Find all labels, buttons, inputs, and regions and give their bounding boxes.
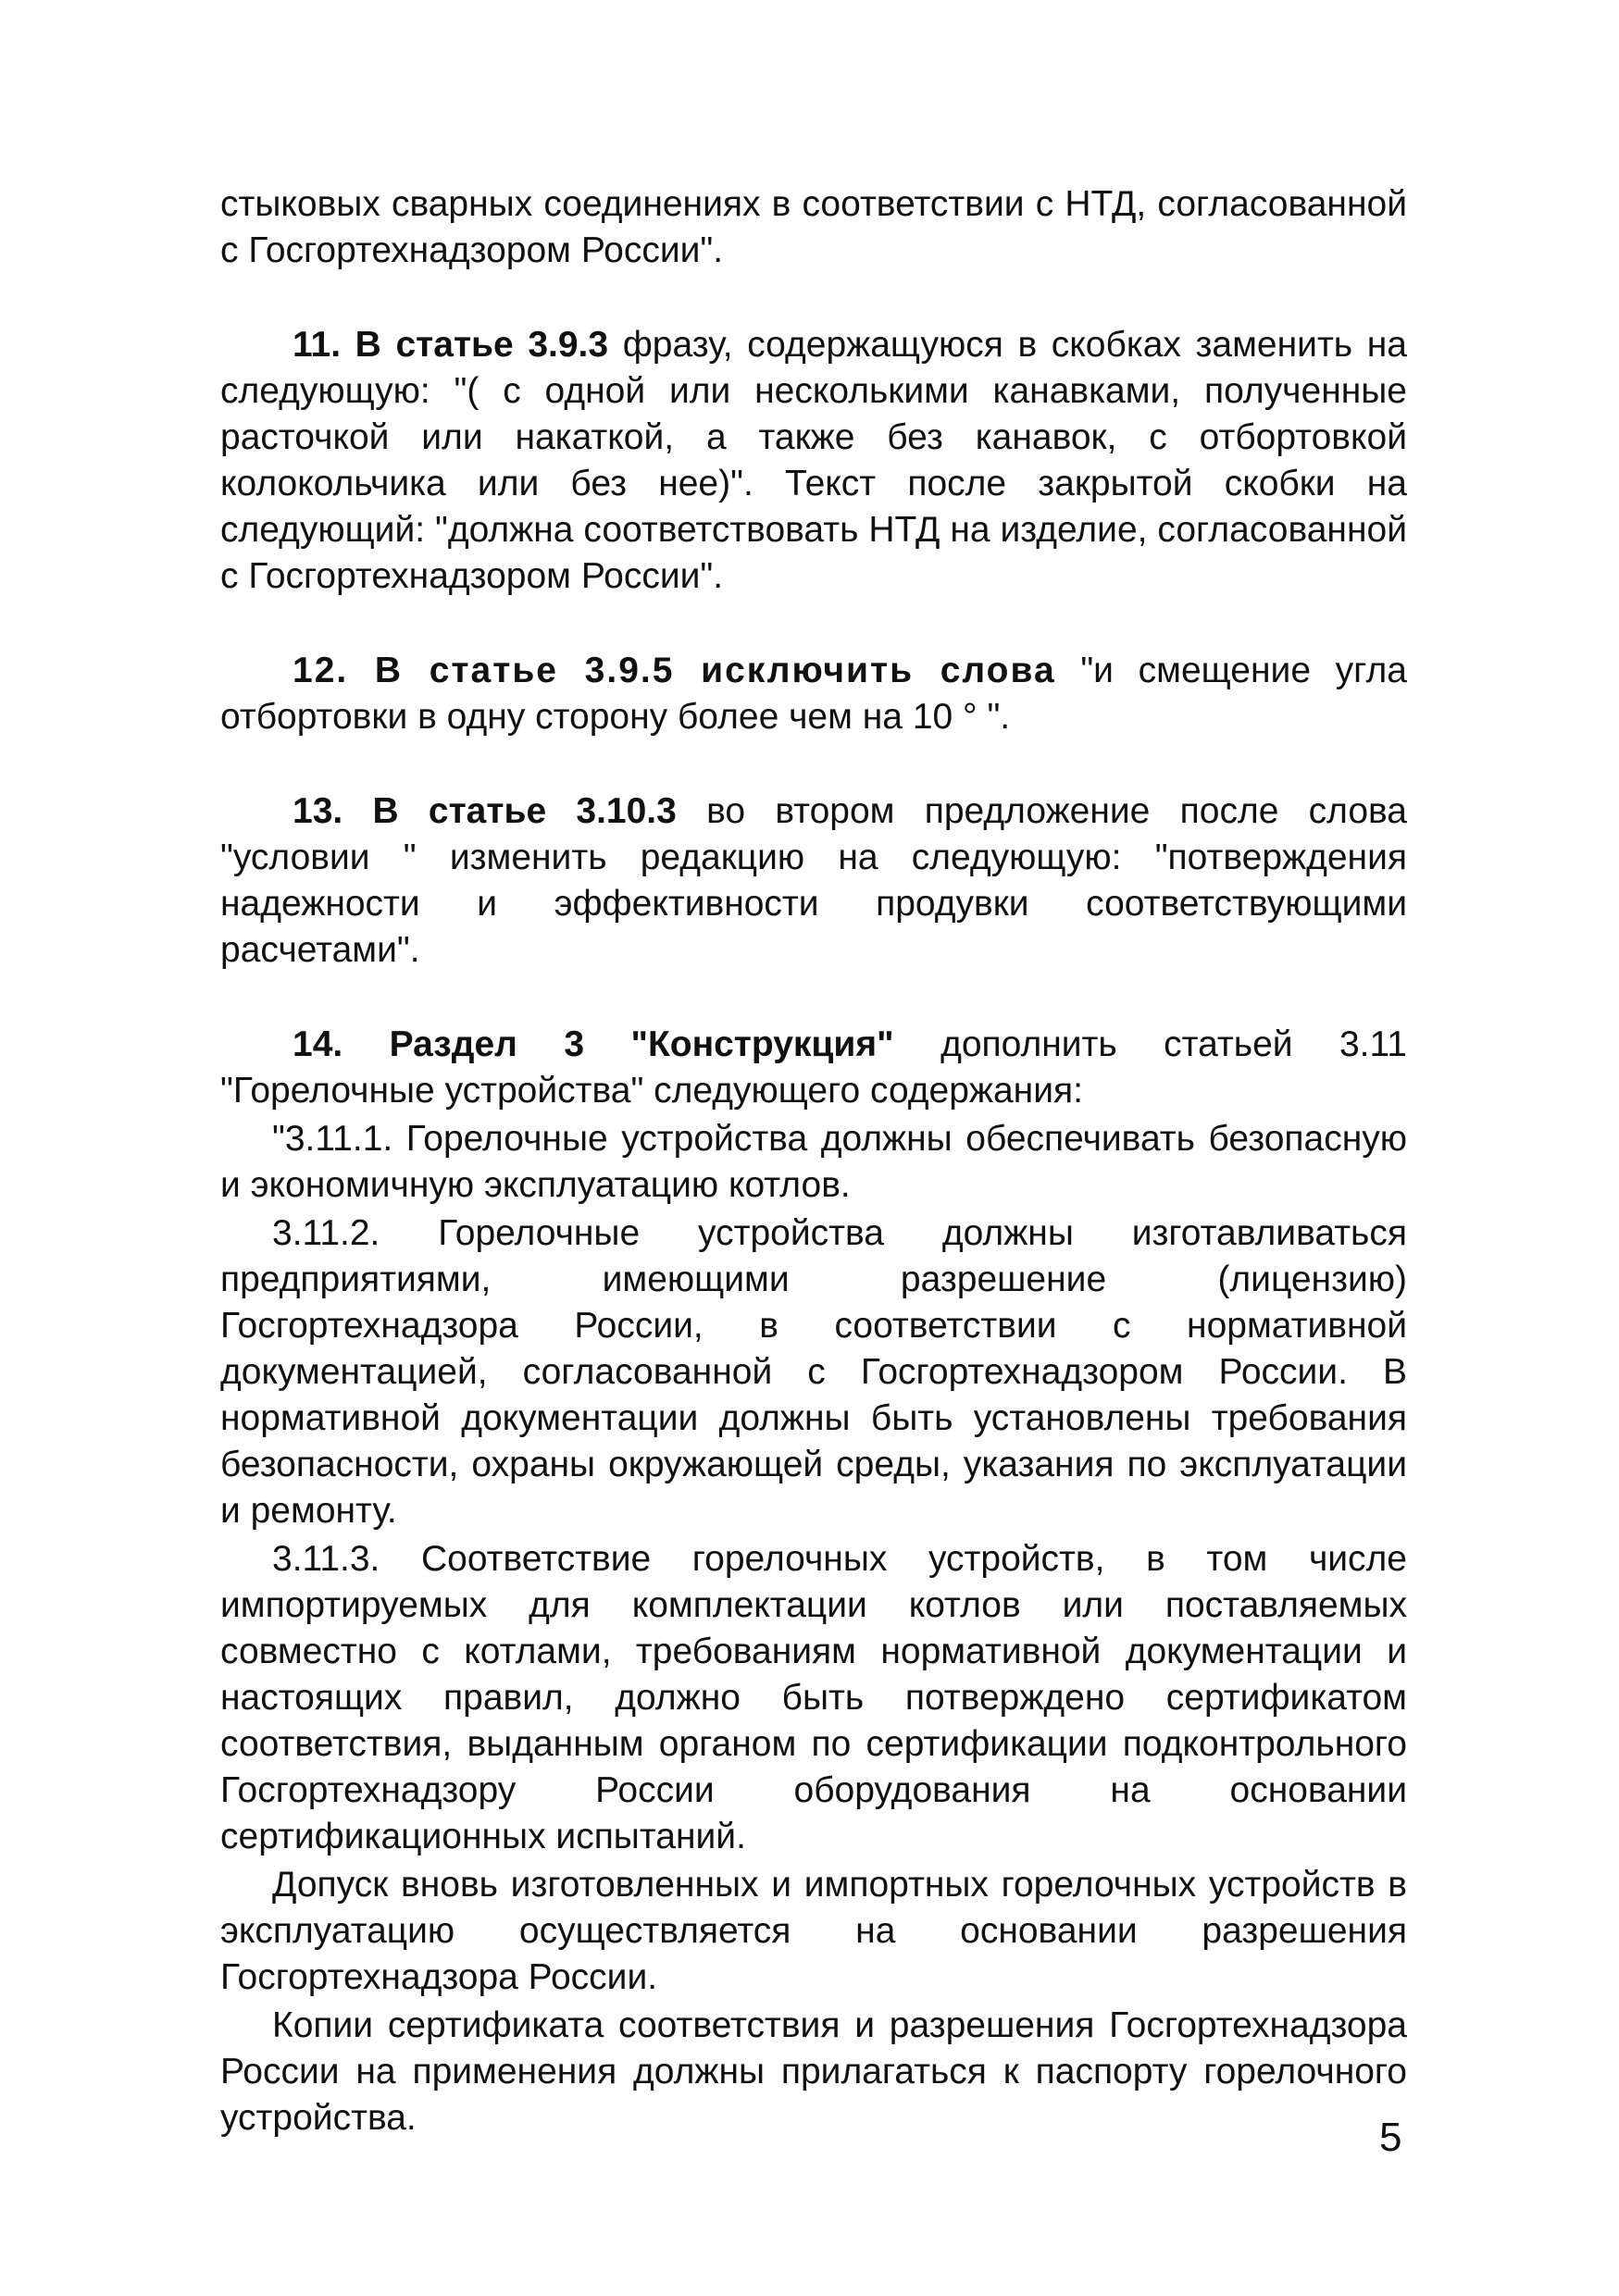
intro-paragraph: стыковых сварных соединениях в соответствии с НТД, согласованной с Госгортехнадзором России".: [220, 184, 1407, 270]
section-3-11-2-paragraph: 3.11.2. Горелочные устройства должны изготавливаться предприятиями, имеющими разрешение (лицензию) Госгортехнадзора России, в соответствии с нормативной документацией, согласованной с Госгортехнадзором России. В нормативной документации должны быть установлены требования безопасности, охраны окружающей среды, указания по эксплуатации и ремонту.: [220, 1213, 1407, 1531]
page-number: 5: [1379, 2115, 1402, 2160]
admission-paragraph: Допуск вновь изготовленных и импортных горелочных устройств в эксплуатацию осуществляется на основании разрешения Госгортехнадзора России.: [220, 1865, 1407, 1997]
item-13-lead: 13. В статье 3.10.3: [293, 791, 677, 831]
section-3-11-1-paragraph: "3.11.1. Горелочные устройства должны обеспечивать безопасную и экономичную эксплуатацию котлов.: [220, 1119, 1407, 1205]
copies-paragraph: Копии сертификата соответствия и разрешения Госгортехнадзора России на применения должны прилагаться к паспорту горелочного устройства.: [220, 2005, 1407, 2138]
item-14-paragraph: [220, 1022, 1407, 1114]
item-13-paragraph: [220, 788, 1407, 974]
item-11-lead: 11. В статье 3.9.3: [293, 325, 609, 365]
item-11-paragraph: [220, 322, 1407, 600]
item-13-text: во втором предложение после слова "условии " изменить редакцию на следующую: "потверждения надежности и эффективности продувки соответствующими расчетами".: [220, 791, 1407, 970]
item-12-text: "и смещение угла отбортовки в одну сторону более чем на 10 ° ".: [220, 651, 1407, 737]
document-page: [220, 181, 1407, 2141]
item-14-text: дополнить статьей 3.11 "Горелочные устройства" следующего содержания:: [220, 1024, 1407, 1111]
section-3-11-3-paragraph: 3.11.3. Соответствие горелочных устройств, в том числе импортируемых для комплектации котлов или поставляемых совместно с котлами, требованиям нормативной документации и настоящих правил, должно быть потверждено сертификатом соответствия, выданным органом по сертификации подконтрольного Госгортехнадзору России оборудования на основании сертификационных испытаний.: [220, 1539, 1407, 1856]
item-12-paragraph: [220, 648, 1407, 740]
item-14-lead: 14. Раздел 3 "Конструкция": [293, 1024, 894, 1064]
item-11-text: фразу, содержащуюся в скобках заменить на следующую: "( с одной или несколькими канавками, полученные расточкой или накаткой, а также без канавок, с отбортовкой колокольчика или без нее)". Текст после закрытой скобки на следующий: "должна соответствовать НТД на изделие, согласованной с Госгортехнадзором России".: [220, 325, 1407, 596]
item-12-lead: 12. В статье 3.9.5 исключить слова: [293, 651, 1056, 690]
